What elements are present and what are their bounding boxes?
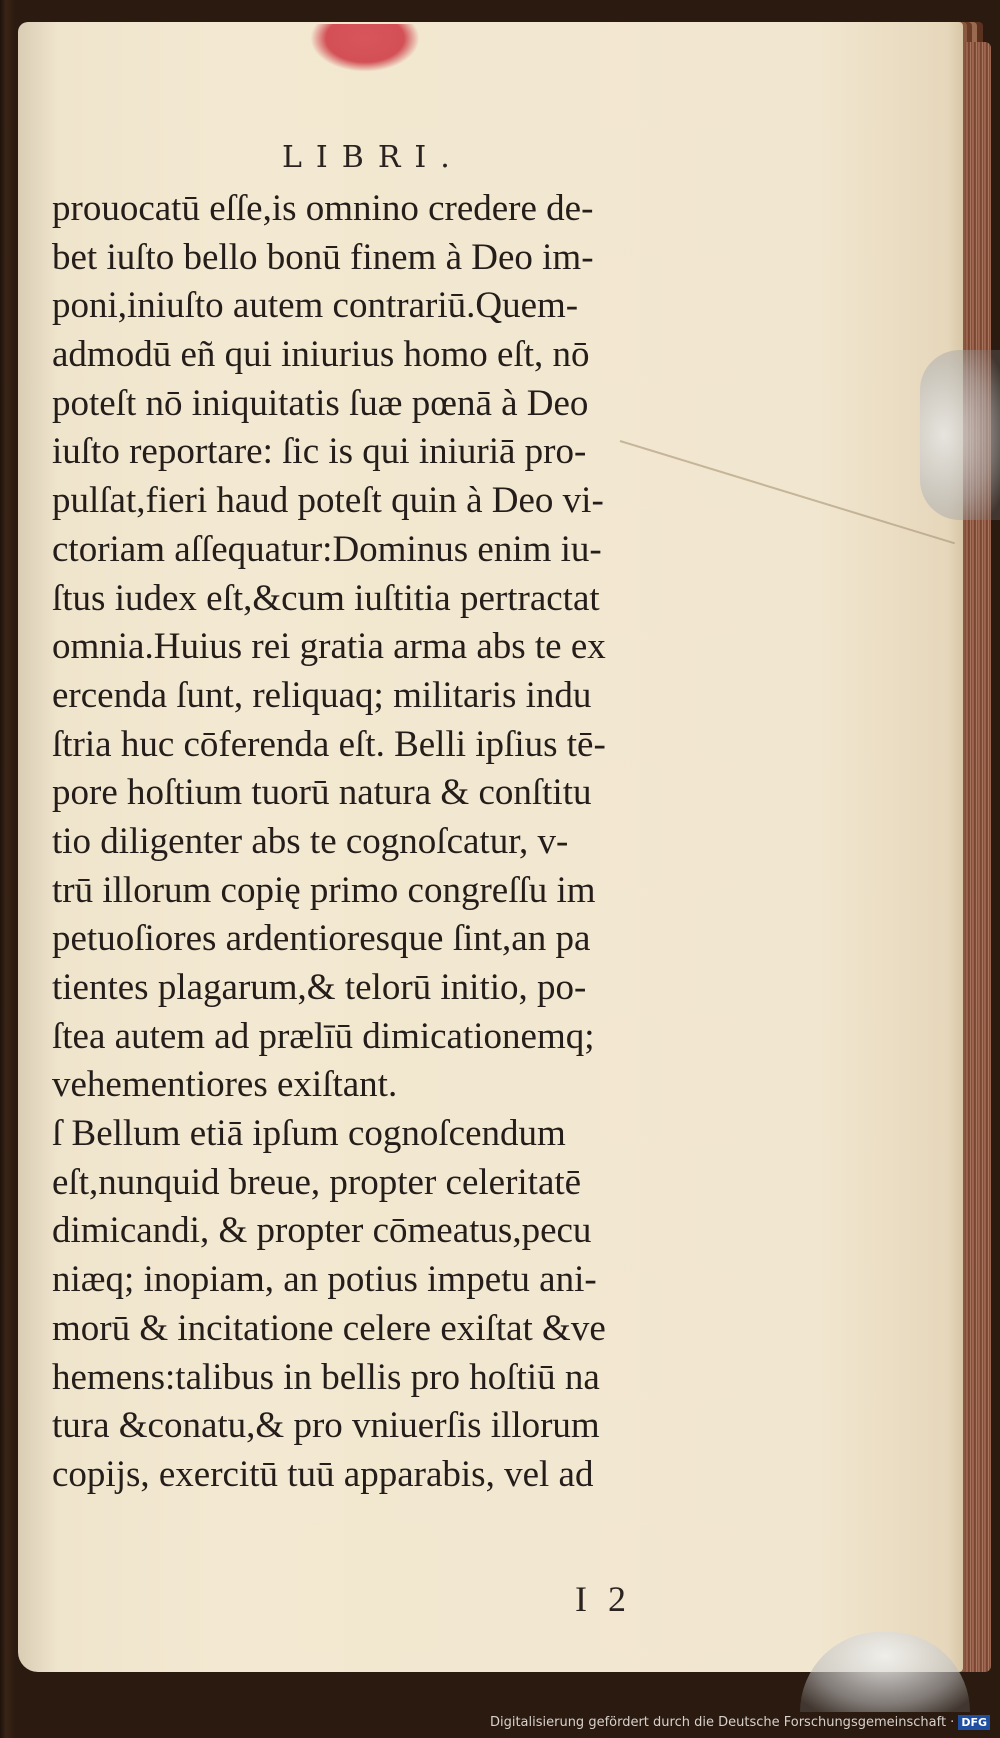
text-line: ſtea autem ad prælīū dimicationemq; [52,1015,595,1057]
text-line: trū illorum copię primo congreſſu im [52,869,596,911]
running-header: LIBRI. [282,140,464,175]
text-line: dimicandi, & propter cōmeatus,pecu [52,1210,592,1252]
text-line: niæq; inopiam, an potius impetu ani- [52,1259,597,1301]
text-line: ſtus iudex eſt,&cum iuſtitia pertractat [52,577,600,619]
text-line: ercenda ſunt, reliquaq; militaris indu [52,674,592,716]
text-line: pulſat,fieri haud poteſt quin à Deo vi- [52,480,604,522]
page-clip-right [920,350,1000,520]
text-line: tientes plagarum,& telorū initio, po- [52,967,587,1008]
text-line: hemens:talibus in bellis pro hoſtiū na [52,1356,600,1398]
text-line: pore hoſtium tuorū natura & conſtitu [52,772,592,814]
text-line: copijs, exercitū tuū apparabis, vel ad [52,1453,594,1495]
text-line: morū & incitatione celere exiſtat &ve [52,1307,606,1349]
credit-text: Digitalisierung gefördert durch die Deutsche Forschungsgemeinschaft · [489,1715,955,1730]
dfg-logo: DFG [958,1715,990,1730]
text-line: iuſto reportare: ſic is qui iniuriā pro- [52,431,587,473]
text-line: prouocatū eſſe,is omnino credere de- [52,188,594,229]
text-line: eſt,nunquid breue, propter celeritatē [52,1161,582,1203]
body-text [52,185,752,1500]
text-line: omnia.Huius rei gratia arma abs te ex [52,626,606,668]
digitization-credit [0,1715,990,1735]
text-line: poteſt nō iniquitatis ſuæ pœnā à Deo [52,382,589,424]
text-line: petuoſiores ardentioresque ſint,an pa [52,918,591,960]
text-line: admodū eñ qui iniurius homo eſt, nō [52,334,590,376]
text-line: tura &conatu,& pro vniuerſis illorum [52,1405,600,1447]
text-line: ſtria huc cōferenda eſt. Belli ipſius tē- [52,723,606,765]
text-line: ſ Bellum etiā ipſum cognoſcendum [52,1113,566,1155]
text-line: poni,iniuſto autem contrariū.Quem- [52,285,579,327]
text-line: ctoriam aſſequatur:Dominus enim iu- [52,528,602,570]
signature-mark: I 2 [575,1579,632,1619]
text-line: bet iuſto bello bonū finem à Deo im- [52,236,594,278]
page-edge [965,42,991,1672]
text-line: vehementiores exiſtant. [52,1064,398,1106]
text-line: tio diligenter abs te cognoſcatur, v- [52,820,569,862]
